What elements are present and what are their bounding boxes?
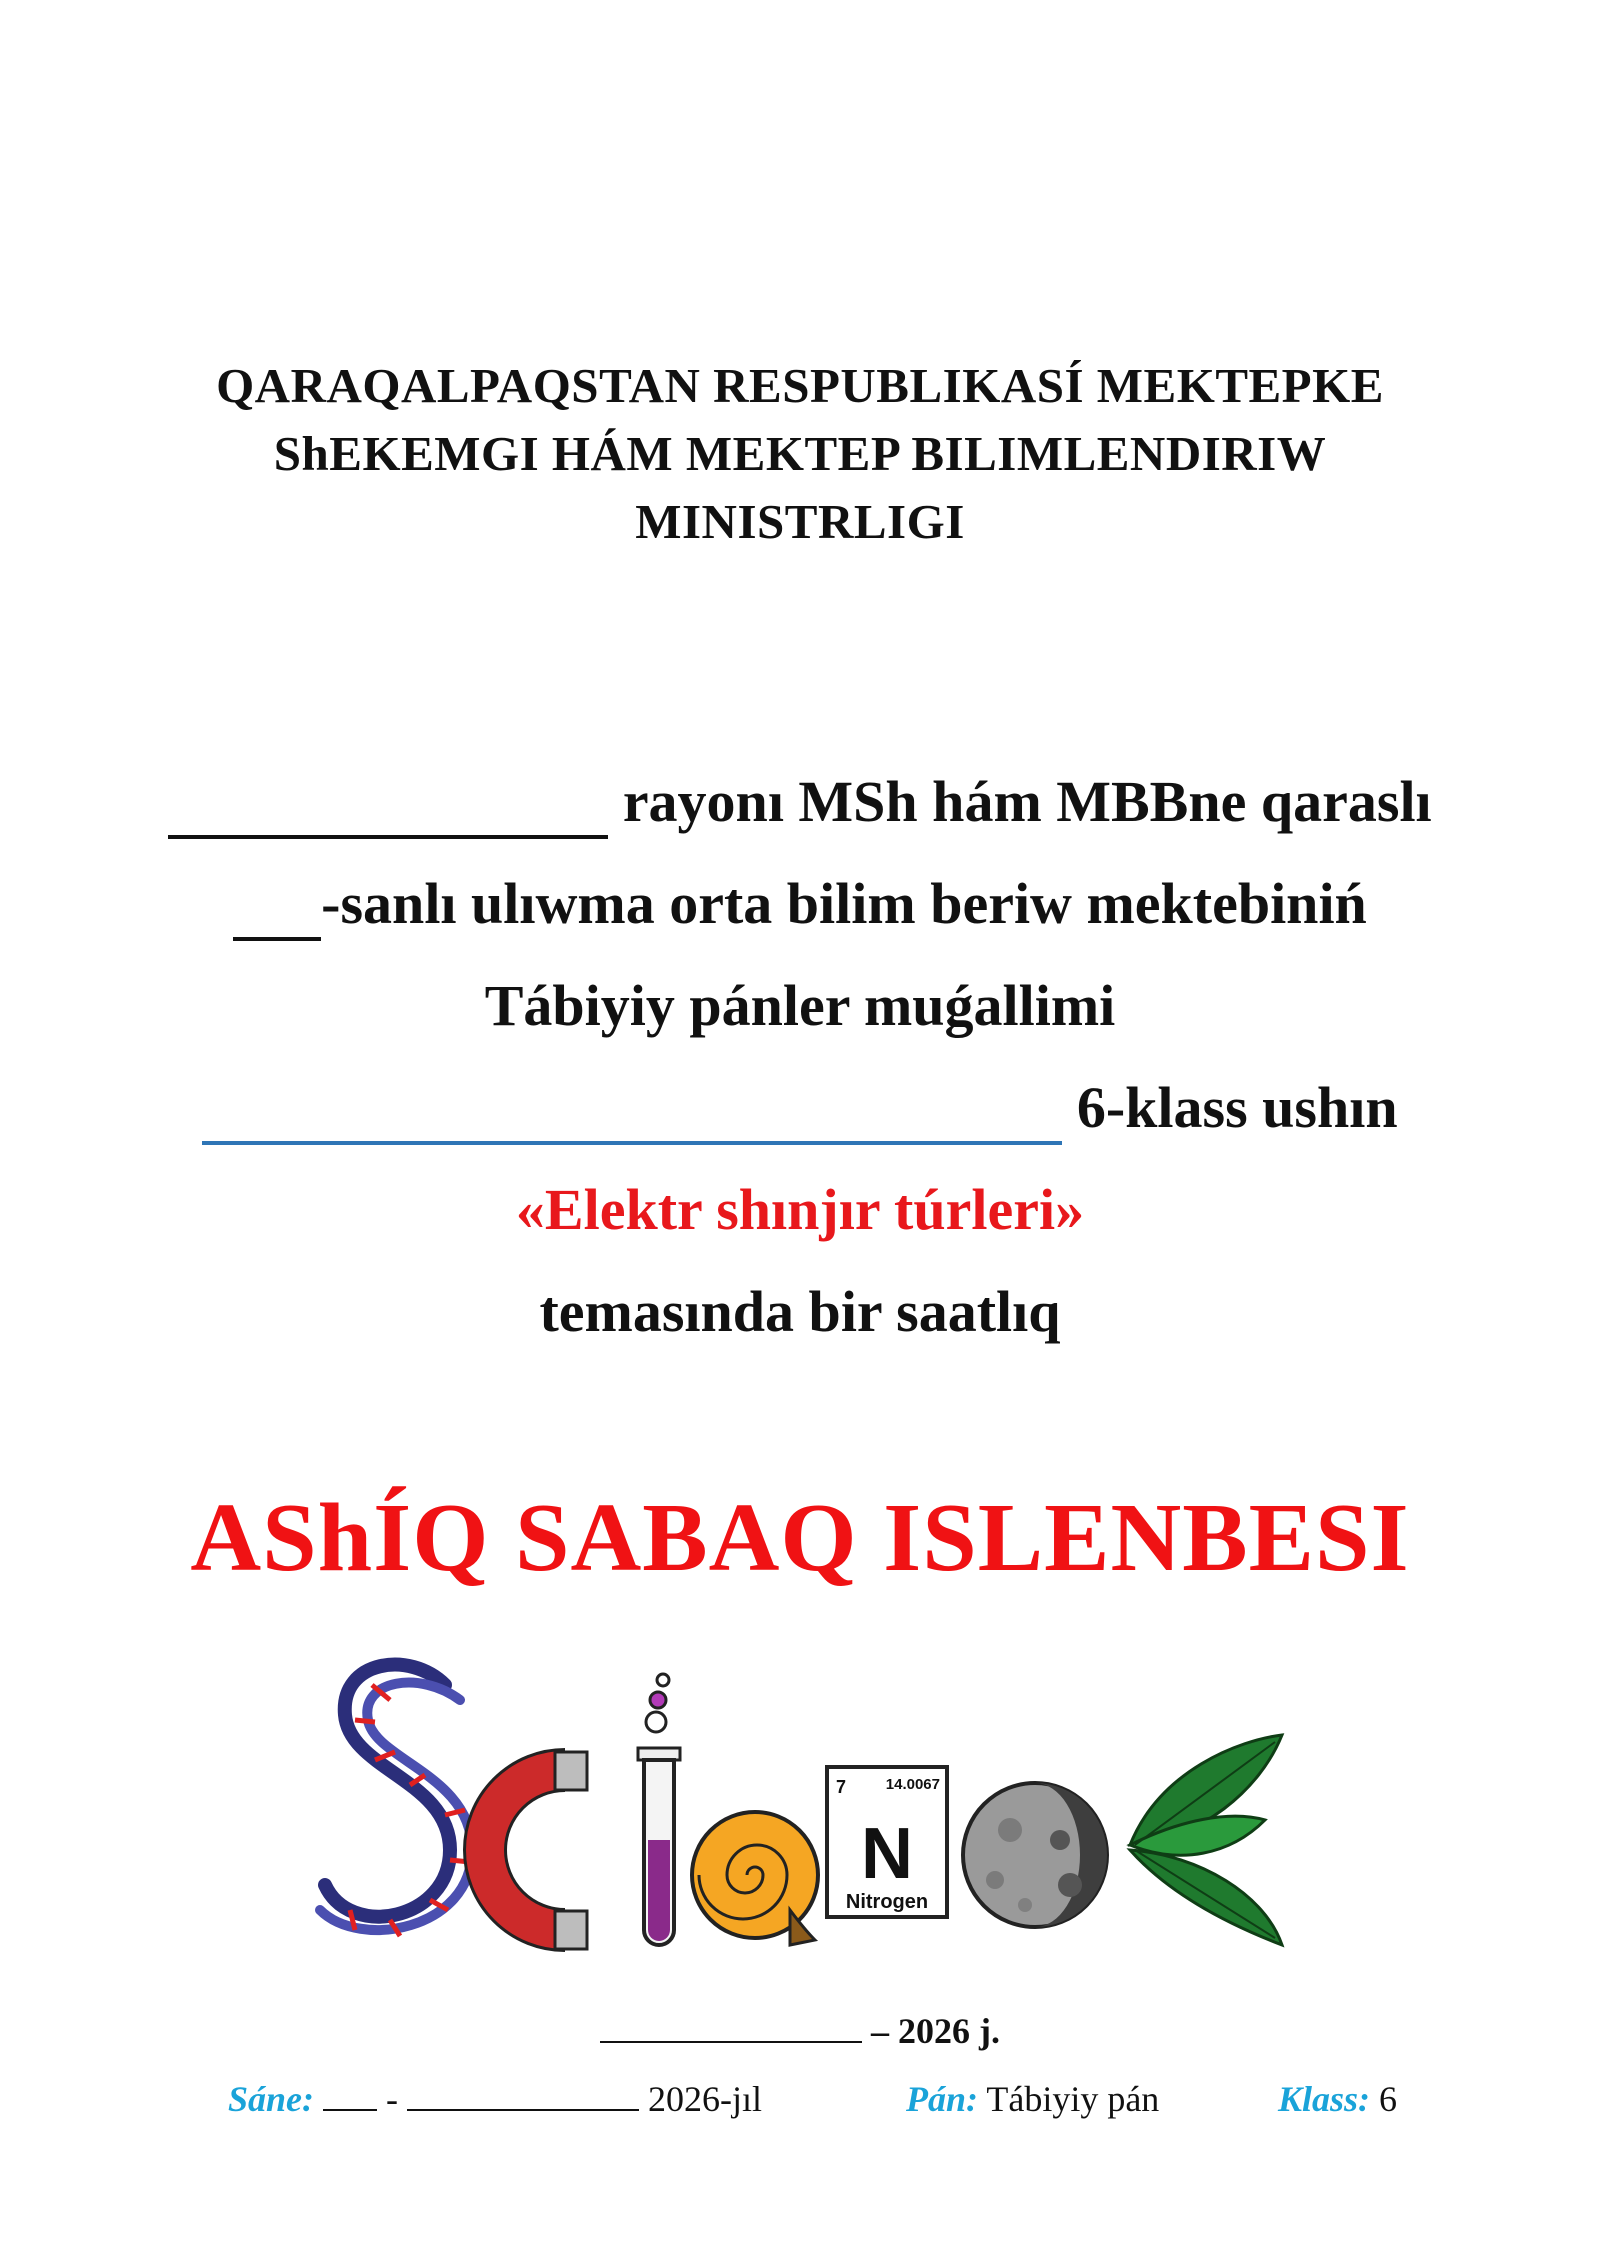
date-month-blank <box>407 2079 639 2111</box>
leaves-e-icon <box>1130 1735 1282 1945</box>
teacher-name-blank <box>202 1074 1062 1145</box>
school-number-blank <box>233 870 321 941</box>
ministry-line-2: ShEKEMGI HÁM MEKTEP BILIMLENDIRIW <box>273 426 1327 481</box>
class-field <box>1278 2078 1397 2120</box>
element-symbol: N <box>861 1814 913 1894</box>
open-lesson-title: AShÍQ SABAQ ISLENBESI <box>190 1484 1410 1592</box>
subject-value: Tábiyiy pán <box>986 2079 1160 2119</box>
year-day-blank <box>600 2011 862 2043</box>
rayon-text: rayonı MSh hám MBBne qaraslı <box>622 769 1432 834</box>
element-number: 7 <box>836 1777 847 1797</box>
rayon-line <box>0 768 1600 839</box>
ministry-line-3: MINISTRLIGI <box>635 494 965 549</box>
teacher-text: Tábiyiy pánler muǵallimi <box>484 973 1116 1038</box>
ammonite-e-icon <box>692 1812 818 1945</box>
class-text: 6-klass ushın <box>1076 1075 1398 1140</box>
year-line <box>0 2010 1600 2052</box>
hours-text: temasında bir saatlıq <box>539 1279 1061 1344</box>
magnet-c-icon <box>485 1752 587 1949</box>
date-label: Sáne: <box>228 2079 315 2119</box>
test-tube-i-icon <box>638 1674 680 1945</box>
school-text: -sanlı ulıwma orta bilim beriw mektebiniń <box>321 871 1367 936</box>
subject-field <box>906 2078 1159 2120</box>
nitrogen-tile-icon <box>827 1767 947 1917</box>
subject-label: Pán: <box>906 2079 978 2119</box>
topic-line <box>0 1176 1600 1243</box>
year-text: – 2026 j. <box>871 2011 1000 2051</box>
topic-text: «Elektr shınjır túrleri» <box>515 1177 1085 1242</box>
element-mass: 14.0067 <box>885 1776 940 1793</box>
science-logo <box>300 1640 1300 1960</box>
date-separator: - <box>386 2079 399 2119</box>
ministry-line-1: QARAQALPAQSTAN RESPUBLIKASÍ MEKTEPKE <box>216 358 1384 413</box>
class-label: Klass: <box>1278 2079 1371 2119</box>
class-value: 6 <box>1379 2079 1398 2119</box>
date-field <box>228 2078 762 2120</box>
teacher-line <box>0 972 1600 1039</box>
date-day-blank <box>323 2079 377 2111</box>
moon-c-icon <box>963 1783 1107 1927</box>
school-line <box>0 870 1600 941</box>
rayon-blank <box>168 768 608 839</box>
dna-s-icon <box>320 1665 472 1936</box>
element-name: Nitrogen <box>845 1891 929 1913</box>
date-year: 2026-jıl <box>648 2079 763 2119</box>
class-line <box>0 1074 1600 1145</box>
hours-line <box>0 1278 1600 1345</box>
ministry-heading <box>120 352 1480 556</box>
